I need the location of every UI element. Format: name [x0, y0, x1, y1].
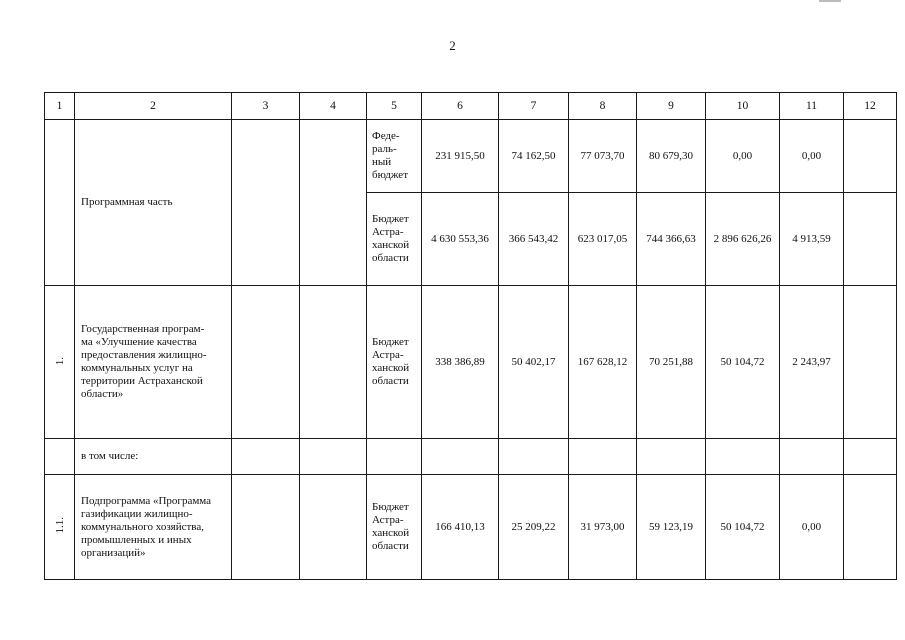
funding-source-cell: Бюджет Астра- ханской области	[367, 286, 422, 439]
funding-source-cell: Бюджет Астра- ханской области	[367, 193, 422, 286]
value-cell: 50 104,72	[706, 286, 780, 439]
empty-cell	[422, 439, 499, 475]
row-index-cell: 1.1.	[45, 475, 75, 580]
budget-table	[44, 92, 897, 580]
value-cell: 366 543,42	[499, 193, 569, 286]
empty-cell	[844, 475, 897, 580]
value-cell: 0,00	[780, 120, 844, 193]
value-cell: 4 913,59	[780, 193, 844, 286]
value-cell: 74 162,50	[499, 120, 569, 193]
table-row-program-federal	[45, 120, 897, 193]
empty-cell	[232, 120, 300, 286]
header-cell: 5	[367, 93, 422, 120]
table-row-subprogram	[45, 475, 897, 580]
header-cell: 6	[422, 93, 499, 120]
row-index-cell: 1.	[45, 286, 75, 439]
subprogram-name: Подпрограмма «Программа газификации жилищно- коммунального хозяйства, промышленных и иных организаций»	[75, 475, 232, 580]
value-cell: 0,00	[706, 120, 780, 193]
value-cell: 50 104,72	[706, 475, 780, 580]
empty-cell	[780, 439, 844, 475]
empty-cell	[706, 439, 780, 475]
value-cell: 31 973,00	[569, 475, 637, 580]
program-part-name: Программная часть	[75, 120, 232, 286]
header-cell: 11	[780, 93, 844, 120]
empty-cell	[637, 439, 706, 475]
value-cell: 2 243,97	[780, 286, 844, 439]
funding-source-cell: Бюджет Астра- ханской области	[367, 475, 422, 580]
value-cell: 744 366,63	[637, 193, 706, 286]
empty-cell	[300, 120, 367, 286]
header-cell: 7	[499, 93, 569, 120]
empty-cell	[232, 286, 300, 439]
header-cell: 3	[232, 93, 300, 120]
value-cell: 80 679,30	[637, 120, 706, 193]
table-row-state-program	[45, 286, 897, 439]
table-row-including	[45, 439, 897, 475]
empty-cell	[300, 286, 367, 439]
funding-source-cell: Феде- раль- ный бюджет	[367, 120, 422, 193]
header-cell: 1	[45, 93, 75, 120]
value-cell: 338 386,89	[422, 286, 499, 439]
scan-artifact	[819, 0, 841, 2]
empty-cell	[232, 475, 300, 580]
value-cell: 167 628,12	[569, 286, 637, 439]
index-cell	[45, 120, 75, 286]
value-cell: 50 402,17	[499, 286, 569, 439]
state-program-name: Государственная програм- ма «Улучшение качества предоставления жилищно- коммунальных услуг на территории Астраханской области»	[75, 286, 232, 439]
empty-cell	[300, 439, 367, 475]
including-label: в том числе:	[75, 439, 232, 475]
value-cell: 25 209,22	[499, 475, 569, 580]
header-cell: 12	[844, 93, 897, 120]
value-cell: 59 123,19	[637, 475, 706, 580]
value-cell: 231 915,50	[422, 120, 499, 193]
value-cell: 166 410,13	[422, 475, 499, 580]
header-cell: 2	[75, 93, 232, 120]
value-cell: 4 630 553,36	[422, 193, 499, 286]
empty-cell	[844, 193, 897, 286]
value-cell: 623 017,05	[569, 193, 637, 286]
empty-cell	[844, 286, 897, 439]
empty-cell	[367, 439, 422, 475]
value-cell: 0,00	[780, 475, 844, 580]
empty-cell	[499, 439, 569, 475]
header-cell: 10	[706, 93, 780, 120]
page-number: 2	[449, 38, 456, 53]
empty-cell	[45, 439, 75, 475]
empty-cell	[844, 120, 897, 193]
value-cell: 2 896 626,26	[706, 193, 780, 286]
empty-cell	[844, 439, 897, 475]
header-cell: 9	[637, 93, 706, 120]
header-cell: 8	[569, 93, 637, 120]
empty-cell	[300, 475, 367, 580]
header-cell: 4	[300, 93, 367, 120]
header-row	[45, 93, 897, 120]
empty-cell	[232, 439, 300, 475]
value-cell: 70 251,88	[637, 286, 706, 439]
empty-cell	[569, 439, 637, 475]
value-cell: 77 073,70	[569, 120, 637, 193]
